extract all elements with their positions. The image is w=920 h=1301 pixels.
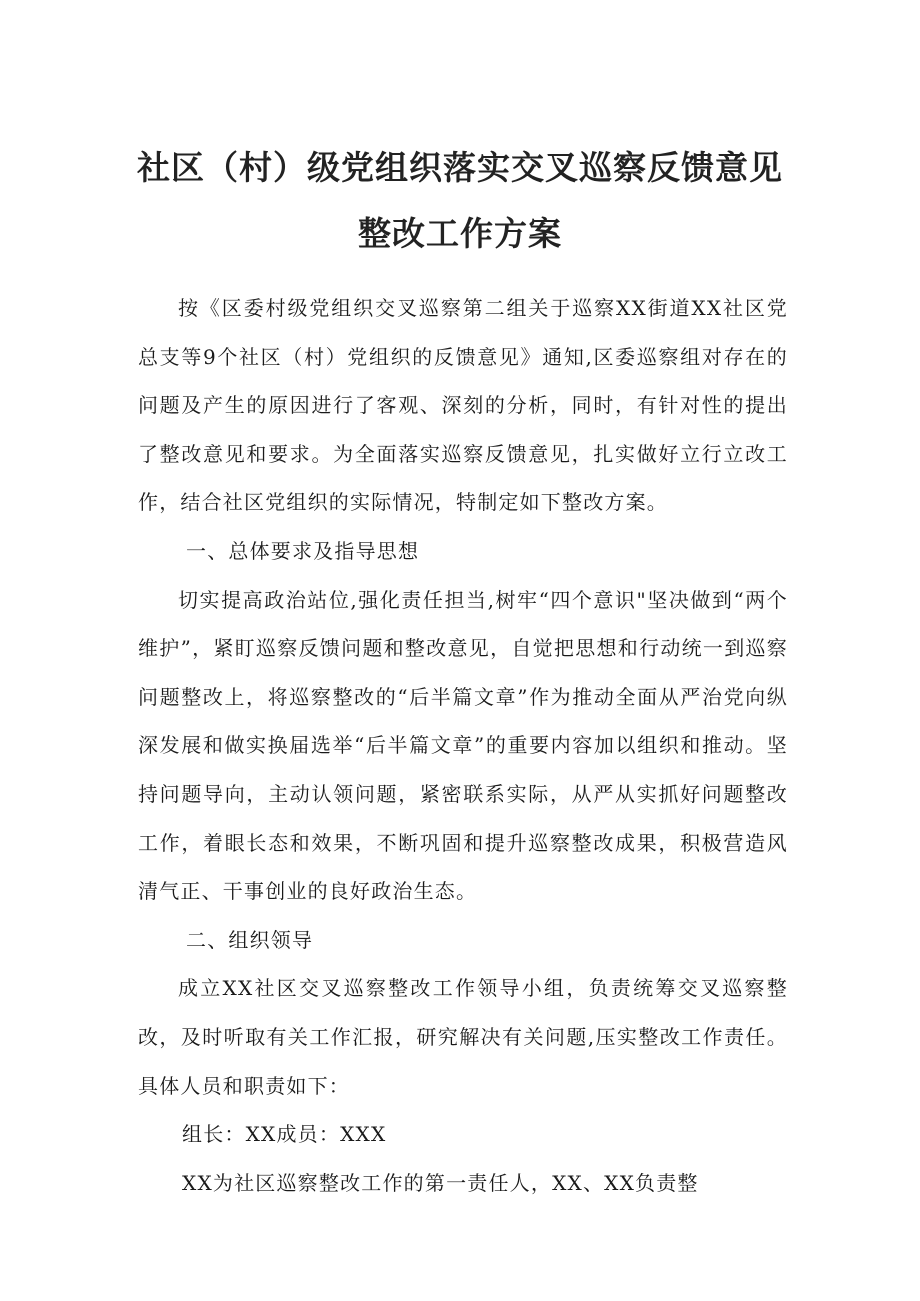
duty-line: XX为社区巡察整改工作的第一责任人，XX、XX负责整 [182, 1170, 699, 1195]
section-1-heading: 一、总体要求及指导思想 [186, 538, 420, 563]
document-title-line-2: 整改工作方案 [358, 214, 562, 253]
intro-paragraph: 按《区委村级党组织交叉巡察第二组关于巡察XX街道XX社区党总支等9个社区（村）党组织的反馈意见》通知,区委巡察组对存在的问题及产生的原因进行了客观、深刻的分析，同时，有针对性的提出了整改意见和要求。为全面落实巡察反馈意见，扎实做好立行立改工作，结合社区党组织的实际情况，特制定如下整改方案。 [138, 296, 788, 515]
document-title-line-1: 社区（村）级党组织落实交叉巡察反馈意见 [137, 148, 783, 187]
document-body [138, 284, 788, 1207]
section-2-heading: 二、组织领导 [186, 927, 314, 952]
members-line: 组长：XX成员：XXX [182, 1122, 387, 1147]
section-1-paragraph: 切实提高政治站位,强化责任担当,树牢“四个意识"坚决做到“两个维护”，紧盯巡察反馈问题和整改意见，自觉把思想和行动统一到巡察问题整改上，将巡察整改的“后半篇文章”作为推动全面从严治党向纵深发展和做实换届选举“后半篇文章”的重要内容加以组织和推动。坚持问题导向，主动认领问题，紧密联系实际，从严从实抓好问题整改工作，着眼长态和效果，不断巩固和提升巡察整改成果，积极营造风清气正、干事创业的良好政治生态。 [138, 587, 788, 904]
section-2-paragraph: 成立XX社区交叉巡察整改工作领导小组，负责统筹交叉巡察整改，及时听取有关工作汇报，研究解决有关问题,压实整改工作责任。具体人员和职责如下： [138, 976, 788, 1098]
